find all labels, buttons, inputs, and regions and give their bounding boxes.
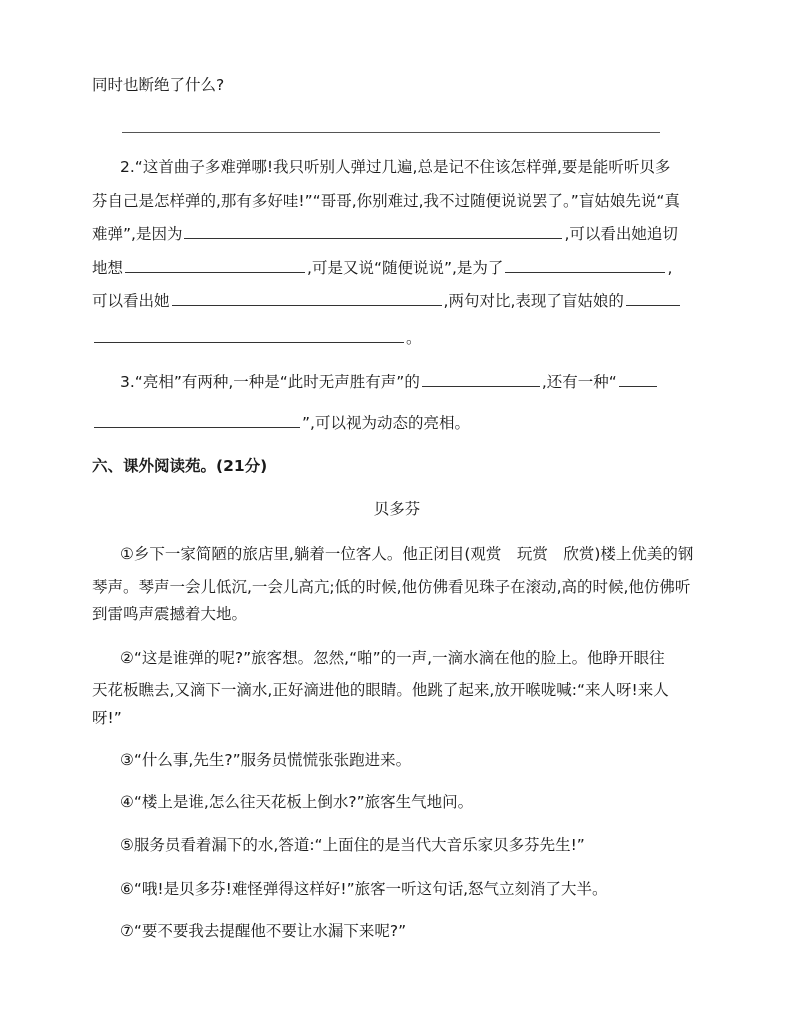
q2-text: ,可是又说“随便说说”,是为了: [307, 259, 504, 277]
q3-blank-1[interactable]: [422, 372, 540, 387]
q2-line-3: [92, 223, 702, 245]
q2-text: 可以看出她: [92, 292, 170, 310]
passage-p5: ⑤服务员看着漏下的水,答道:“上面住的是当代大音乐家贝多芬先生!”: [120, 836, 585, 854]
passage-title: 贝多芬: [373, 500, 421, 518]
passage-p6: ⑥“哦!是贝多芬!难怪弹得这样好!”旅客一听这句话,怒气立刻消了大半。: [120, 880, 608, 898]
passage-p7: ⑦“要不要我去提醒他不要让水漏下来呢?”: [120, 922, 407, 940]
q2-line-2: 芬自己是怎样弹的,那有多好哇!”“哥哥,你别难过,我不过随便说说罢了。”盲姑娘先说“真: [92, 192, 680, 210]
q2-line-5: [92, 290, 702, 312]
q1-answer-line[interactable]: [122, 132, 660, 133]
q2-blank-2[interactable]: [125, 258, 305, 273]
q3-text: ”,可以视为动态的亮相。: [302, 414, 470, 432]
passage-p1-line-1: ①乡下一家简陋的旅店里,躺着一位客人。他正闭目(观赏 玩赏 欣赏)楼上优美的钢: [120, 545, 694, 563]
q2-blank-3[interactable]: [505, 258, 665, 273]
q2-blank-4[interactable]: [172, 291, 442, 306]
q3-blank-3[interactable]: [94, 413, 300, 428]
passage-p2-line-3: 呀!”: [92, 709, 122, 727]
q3-line-2: [92, 412, 702, 434]
q2-blank-5[interactable]: [626, 291, 680, 306]
passage-p1-line-3: 到雷鸣声震撼着大地。: [92, 605, 248, 623]
q2-blank-6[interactable]: [94, 328, 404, 343]
q2-line-6: [92, 327, 702, 349]
passage-p2-line-2: 天花板瞧去,又滴下一滴水,正好滴进他的眼睛。他跳了起来,放开喉咙喊:“来人呀!来人: [92, 681, 669, 699]
passage-p3: ③“什么事,先生?”服务员慌慌张张跑进来。: [120, 751, 412, 769]
q3-text: 3.“亮相”有两种,一种是“此时无声胜有声”的: [120, 373, 420, 391]
q2-text: ,: [667, 259, 673, 277]
q3-blank-2[interactable]: [619, 372, 657, 387]
q2-text: 地想: [92, 259, 124, 277]
section-six-heading: 六、课外阅读苑。(21分): [92, 457, 268, 475]
q1-continuation: 同时也断绝了什么?: [92, 76, 225, 94]
q2-text: ,两句对比,表现了盲姑娘的: [443, 292, 624, 310]
q2-blank-1[interactable]: [184, 224, 562, 239]
q3-line-1: [120, 371, 702, 393]
passage-p4: ④“楼上是谁,怎么往天花板上倒水?”旅客生气地问。: [120, 793, 474, 811]
q2-line-1: 2.“这首曲子多难弹哪!我只听别人弹过几遍,总是记不住该怎样弹,要是能听听贝多: [120, 158, 671, 176]
passage-p1-line-2: 琴声。琴声一会儿低沉,一会儿高亢;低的时候,他仿佛看见珠子在滚动,高的时候,他仿佛听: [92, 578, 691, 596]
q3-text: ,还有一种“: [541, 373, 617, 391]
q2-text: 。: [406, 329, 422, 347]
q2-text: 难弹”,是因为: [92, 225, 183, 243]
q2-text: ,可以看出她追切: [564, 225, 678, 243]
passage-p2-line-1: ②“这是谁弹的呢?”旅客想。忽然,“啪”的一声,一滴水滴在他的脸上。他睁开眼往: [120, 649, 665, 667]
q2-line-4: [92, 257, 702, 279]
